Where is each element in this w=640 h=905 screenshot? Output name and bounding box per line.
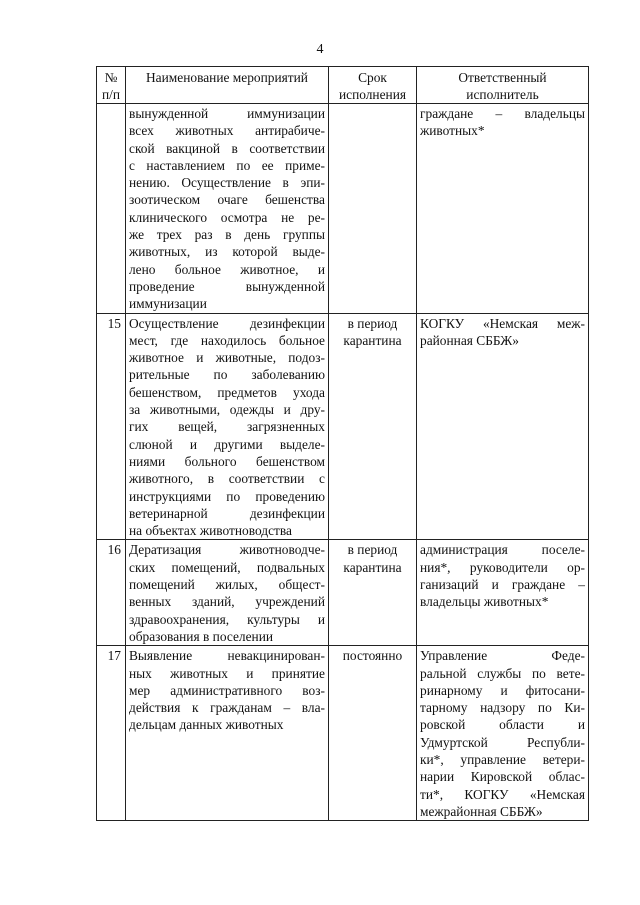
activity-name-line: действия к гражданам – вла- [129,700,325,716]
responsible-executor [417,540,589,646]
header-row [97,67,589,104]
table-row [97,540,589,646]
activity-name-line: образования в поселении [129,628,274,644]
header-line: № [104,70,118,85]
responsible-executor-line: нарии Кировской облас- [420,769,585,785]
activity-name-line: иммунизации [129,296,207,312]
row-number [97,104,126,314]
header-line: Ответственный [458,70,547,85]
activity-name-line: Осуществление дезинфекции [129,315,325,331]
header-num [97,67,126,104]
activity-name [126,646,329,821]
activity-name-line: ских помещений, подвальных [129,559,325,575]
table-row [97,646,589,821]
activity-name-line: здравоохранения, культуры и [129,611,325,627]
responsible-executor-line: районная СББЖ» [420,332,519,348]
row-number: 16 [97,540,126,646]
responsible-executor-line: Управление Феде- [420,648,585,664]
responsible-executor-line: ти*, КОГКУ «Немская [420,786,585,802]
activity-name-line: животное и животные, подоз- [129,350,325,366]
activity-name-line: нению. Осуществление в эпи- [129,175,325,191]
activity-name [126,540,329,646]
responsible-executor-line: ния*, руководители ор- [420,559,585,575]
row-number: 15 [97,313,126,540]
responsible-executor-line: администрация поселе- [420,542,585,558]
responsible-executor [417,646,589,821]
responsible-executor-line: ринарному и фитосани- [420,682,585,698]
activity-name-line: вынужденной иммунизации [129,106,325,121]
activity-name-line: же трех раз в день группы [129,227,325,243]
activity-name-line: Дератизация животноводче- [129,542,325,558]
responsible-executor [417,313,589,540]
execution-term-line: в период [347,315,398,331]
activity-name-line: животных, из которой выде- [129,244,325,260]
responsible-executor-line: ганизаций и граждане – [420,577,585,593]
activity-name-line: на объектах животноводства [129,523,292,539]
activity-name-line: Выявление невакцинирован- [129,648,325,664]
header-responsible [417,67,589,104]
responsible-executor-line: ральной службы по вете- [420,665,585,681]
activity-name-line: ниями больного бешенством [129,453,325,469]
activity-name-line: ветеринарной дезинфекции [129,505,325,521]
responsible-executor-line: ровской области и [420,717,585,733]
activity-name-line: слюной и другими выделе- [129,436,325,452]
activity-name [126,104,329,314]
responsible-executor-line: КОГКУ «Немская меж- [420,315,585,331]
responsible-executor [417,104,589,314]
activities-table [96,66,589,821]
responsible-executor-line: межрайонная СББЖ» [420,803,543,819]
execution-term [329,540,417,646]
activity-name-line: ных животных и принятие [129,665,325,681]
activity-name-line: зоотическом очаге бешенства [129,192,325,208]
execution-term-line: постоянно [342,648,403,664]
activity-name-line: за животными, одежды и дру- [129,402,325,418]
activity-name-line: с наставлением по ее приме- [129,157,325,173]
responsible-executor-line: тарному надзору по Ки- [420,700,585,716]
activity-name-line: помещений жилых, общест- [129,577,325,593]
activity-name-line: венных зданий, учреждений [129,594,325,610]
responsible-executor-line: ки*, управление ветери- [420,751,585,767]
activity-name [126,313,329,540]
responsible-executor-line: животных* [420,123,485,139]
activity-name-line: клинического осмотра не ре- [129,209,325,225]
execution-term-line: карантина [343,559,402,575]
header-line: исполнитель [466,87,539,102]
header-line: Срок [358,70,387,85]
activity-name-line: рительные по заболеванию [129,367,325,383]
responsible-executor-line: Удмуртской Республи- [420,734,585,750]
activity-name-line: лено больное животное, и [129,261,325,277]
execution-term [329,313,417,540]
activity-name-line: животного, в соответствии с [129,471,325,487]
activity-name-line: дельцам данных животных [129,717,284,733]
table-row [97,104,589,314]
header-line: п/п [101,87,121,102]
responsible-executor-line: владельцы животных* [420,594,549,610]
table-header [97,67,589,104]
execution-term-line: карантина [343,332,402,348]
activity-name-line: мер административного воз- [129,682,325,698]
header-name [126,67,329,104]
responsible-executor-line: граждане – владельцы [420,106,585,121]
activity-name-line: мест, где находилось больное [129,332,325,348]
activity-name-line: всех животных антирабиче- [129,123,325,139]
table-body [97,104,589,821]
activity-name-line: инструкциями по проведению [129,488,325,504]
header-term [329,67,417,104]
activity-name-line: ской вакциной в соответствии [129,140,325,156]
header-line: Наименование мероприятий [146,70,308,85]
activity-name-line: бешенством, предметов ухода [129,384,325,400]
row-number: 17 [97,646,126,821]
execution-term [329,646,417,821]
activity-name-line: гих вещей, загрязненных [129,419,325,435]
header-line: исполнения [338,87,407,102]
activity-name-line: проведение вынужденной [129,278,325,294]
execution-term [329,104,417,314]
page-number: 4 [316,42,324,57]
execution-term-line: в период [347,542,398,558]
table-row [97,313,589,540]
